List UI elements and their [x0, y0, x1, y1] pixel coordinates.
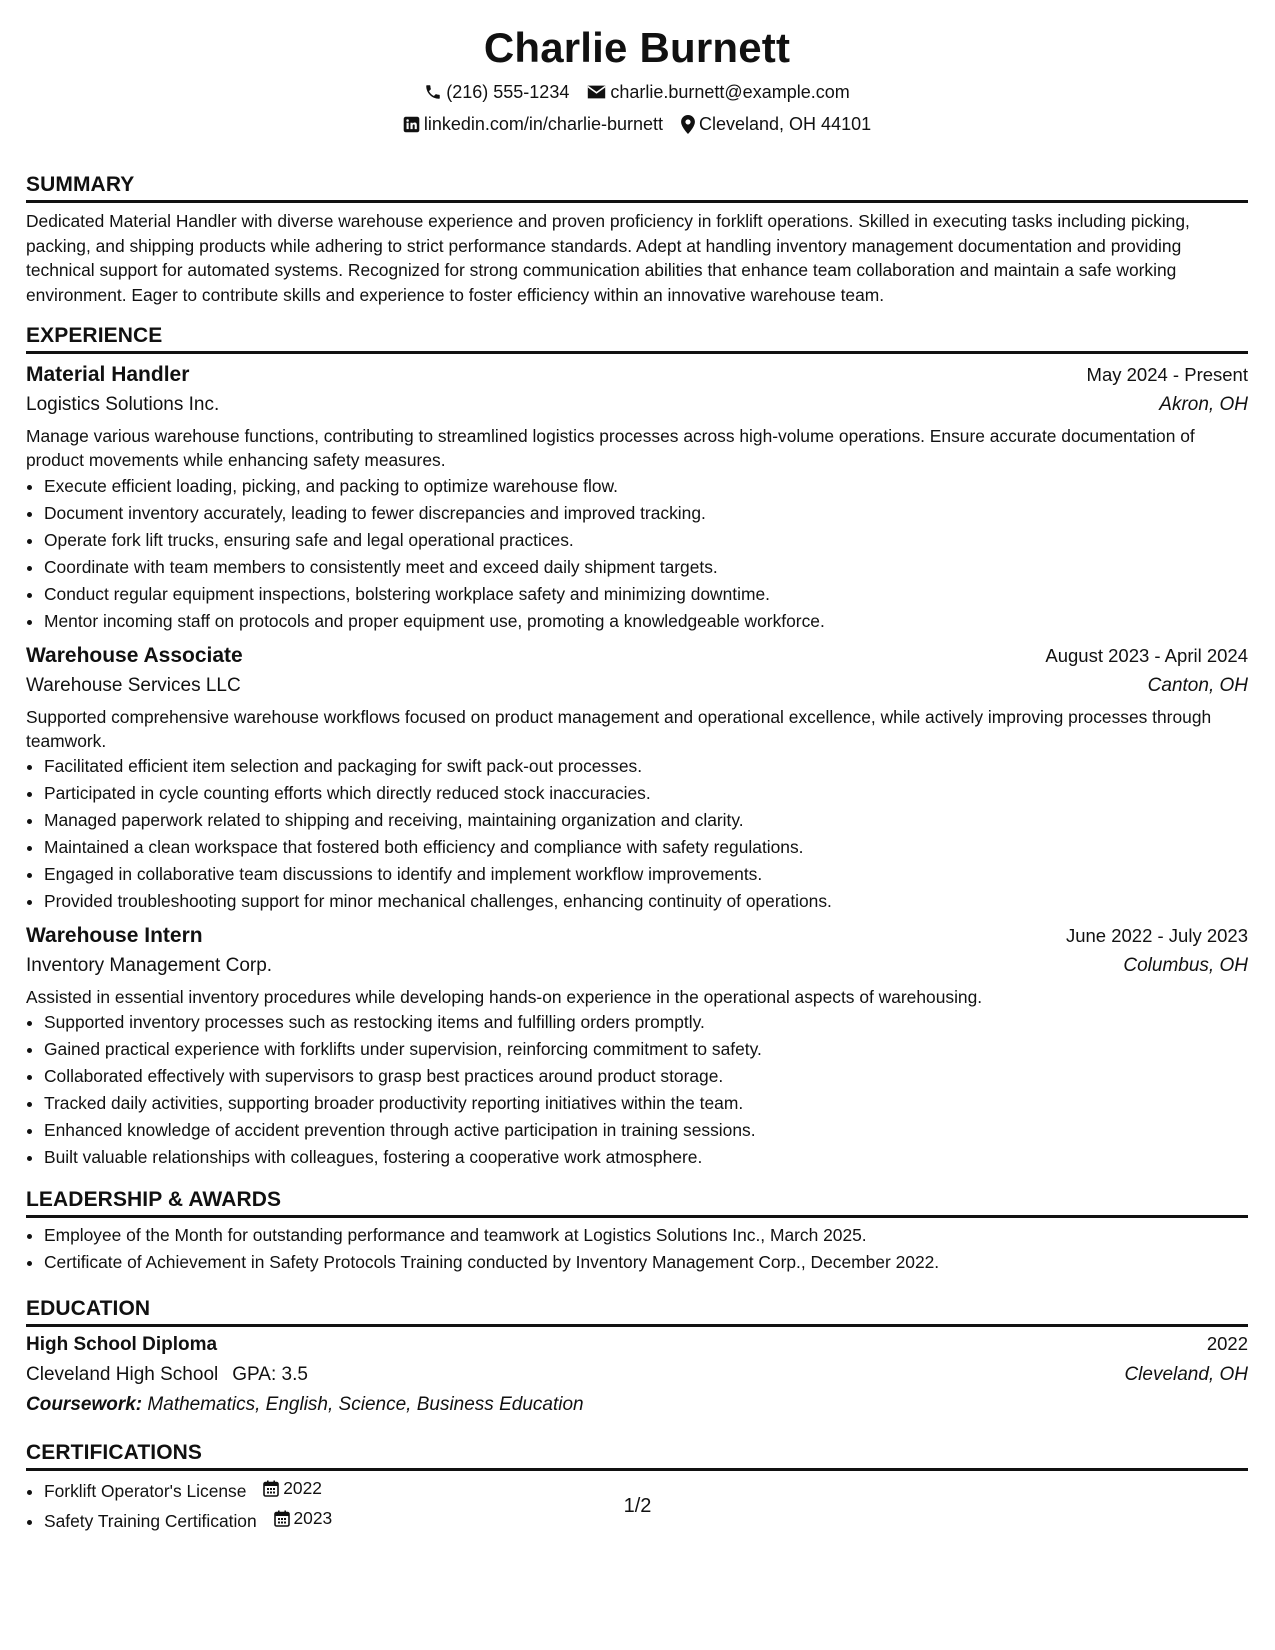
job-header-row: [26, 641, 1248, 671]
contact-location: [681, 112, 871, 136]
list-item: • Operate fork lift trucks, ensuring safe and legal operational practices.: [44, 527, 1248, 554]
job-header-row: [26, 360, 1248, 390]
job-bullets: [26, 1009, 1248, 1171]
job-dates: June 2022 - July 2023: [1065, 925, 1248, 947]
candidate-name: Charlie Burnett: [483, 24, 791, 71]
job-bullets: [26, 473, 1248, 635]
education-school-row: [26, 1360, 1248, 1390]
job-company-row: [26, 951, 1248, 981]
summary-heading: SUMMARY: [26, 170, 1248, 203]
job-company: Logistics Solutions Inc.: [26, 394, 220, 415]
contact-phone: [424, 80, 569, 104]
certifications-section: [26, 1438, 1248, 1535]
list-item: • Built valuable relationships with colleagues, fostering a cooperative work atmosphere.: [44, 1144, 1248, 1171]
map-pin-icon: [681, 115, 695, 134]
summary-section: [26, 170, 1248, 307]
linkedin-text[interactable]: linkedin.com/in/charlie-burnett: [423, 114, 663, 134]
education-location: Cleveland, OH: [1124, 1364, 1248, 1386]
list-item: • Supported inventory processes such as restocking items and fulfilling orders promptly.: [44, 1009, 1248, 1036]
awards-heading: LEADERSHIP & AWARDS: [26, 1185, 1248, 1218]
experience-section: [26, 321, 1248, 1171]
education-year: 2022: [1206, 1333, 1248, 1355]
job-company-row: [26, 671, 1248, 701]
resume-page: [26, 0, 1248, 1535]
list-item: • Execute efficient loading, picking, and packing to optimize warehouse flow.: [44, 473, 1248, 500]
contact-row-2: [26, 112, 1248, 136]
cert-year: 2022: [283, 1478, 322, 1499]
page-number: 1/2: [623, 1495, 652, 1517]
job-title: Warehouse Associate: [26, 643, 243, 667]
list-item: • Facilitated efficient item selection and packaging for swift pack-out processes.: [44, 753, 1248, 780]
job-entry: [26, 921, 1248, 1171]
linkedin-icon: [403, 116, 420, 133]
list-item: • Participated in cycle counting efforts which directly reduced stock inaccuracies.: [44, 780, 1248, 807]
job-location: Akron, OH: [1159, 394, 1248, 415]
job-description: Assisted in essential inventory procedures while developing hands-on experience in the operational aspects of warehousing.: [26, 987, 983, 1008]
job-location: Columbus, OH: [1123, 955, 1248, 977]
job-entry: [26, 641, 1248, 916]
contact-row-1: [26, 80, 1248, 104]
phone-text: (216) 555-1234: [446, 82, 570, 102]
list-item: • Engaged in collaborative team discussions to identify and implement workflow improvements.: [44, 861, 1248, 888]
envelope-icon: [587, 84, 606, 100]
education-school: Cleveland High School: [26, 1364, 219, 1386]
job-company-row: [26, 390, 1248, 420]
contact-linkedin[interactable]: [403, 112, 663, 136]
list-item: • Mentor incoming staff on protocols and proper equipment use, promoting a knowledgeable workforce.: [44, 608, 1248, 635]
job-header-row: [26, 921, 1248, 951]
list-item: • Employee of the Month for outstanding performance and teamwork at Logistics Solutions Inc., March 2025.: [44, 1222, 1248, 1249]
list-item: • Certificate of Achievement in Safety Protocols Training conducted by Inventory Management Corp., December 2022.: [44, 1249, 1248, 1276]
awards-list: [26, 1222, 1248, 1276]
list-item: • Collaborated effectively with supervisors to grasp best practices around product storage.: [44, 1063, 1248, 1090]
education-coursework: [26, 1390, 1248, 1420]
awards-section: [26, 1185, 1248, 1276]
cert-name: Safety Training Certification: [44, 1511, 257, 1532]
contact-email[interactable]: [587, 80, 849, 104]
education-school-line: [26, 1360, 308, 1390]
education-gpa: GPA: 3.5: [232, 1364, 308, 1386]
education-header-row: [26, 1329, 1248, 1360]
list-item: • Document inventory accurately, leading to fewer discrepancies and improved tracking.: [44, 500, 1248, 527]
job-dates: May 2024 - Present: [1086, 364, 1248, 385]
job-title: Warehouse Intern: [26, 924, 203, 948]
experience-heading: EXPERIENCE: [26, 321, 1248, 354]
education-degree: High School Diploma: [26, 1334, 218, 1356]
list-item: • Tracked daily activities, supporting broader productivity reporting initiatives within the team.: [44, 1090, 1248, 1117]
email-text[interactable]: charlie.burnett@example.com: [610, 82, 850, 102]
cert-year: 2023: [293, 1508, 333, 1529]
job-company: Inventory Management Corp.: [26, 955, 273, 977]
job-location: Canton, OH: [1147, 674, 1248, 696]
list-item: • Maintained a clean workspace that fostered both efficiency and compliance with safety regulations.: [44, 834, 1248, 861]
certifications-heading: CERTIFICATIONS: [26, 1438, 1248, 1471]
list-item: • Provided troubleshooting support for minor mechanical challenges, enhancing continuity of operations.: [44, 888, 1248, 915]
list-item: • Conduct regular equipment inspections, bolstering workplace safety and minimizing downtime.: [44, 581, 1248, 608]
job-company: Warehouse Services LLC: [26, 674, 241, 696]
list-item: • Coordinate with team members to consistently meet and exceed daily shipment targets.: [44, 554, 1248, 581]
job-dates: August 2023 - April 2024: [1045, 644, 1248, 666]
coursework-label: Coursework:: [26, 1394, 143, 1416]
coursework-text: Mathematics, English, Science, Business Education: [147, 1394, 584, 1416]
phone-icon: [424, 83, 442, 101]
list-item: • Enhanced knowledge of accident prevention through active participation in training sessions.: [44, 1117, 1248, 1144]
education-section: [26, 1294, 1248, 1420]
job-entry: [26, 360, 1248, 635]
job-description: Supported comprehensive warehouse workflows focused on product management and operational excellence, while actively improving processes through teamwork.: [26, 706, 1212, 751]
job-title: Material Handler: [26, 363, 190, 386]
education-heading: EDUCATION: [26, 1294, 1248, 1327]
job-description: Manage various warehouse functions, contributing to streamlined logistics processes across high-volume operations. Ensure accurate documentation of product movements while enhancing safety measures.: [26, 426, 1195, 471]
cert-name: Forklift Operator's License: [44, 1481, 247, 1502]
list-item: • Gained practical experience with forklifts under supervision, reinforcing commitment to safety.: [44, 1036, 1248, 1063]
list-item: • Managed paperwork related to shipping and receiving, maintaining organization and clarity.: [44, 807, 1248, 834]
summary-text: Dedicated Material Handler with diverse warehouse experience and proven proficiency in forklift operations. Skilled in executing tasks including picking, packing, and shipping products while adhering to strict performance standards. Adept at handling inventory management documentation and providing technical support for automated systems. Recognized for strong communication abilities that enhance team collaboration and maintain a safe working environment. Eager to contribute skills and experience to foster efficiency within an innovative warehouse team.: [26, 211, 1190, 305]
job-bullets: [26, 753, 1248, 915]
location-text: Cleveland, OH 44101: [699, 114, 872, 134]
